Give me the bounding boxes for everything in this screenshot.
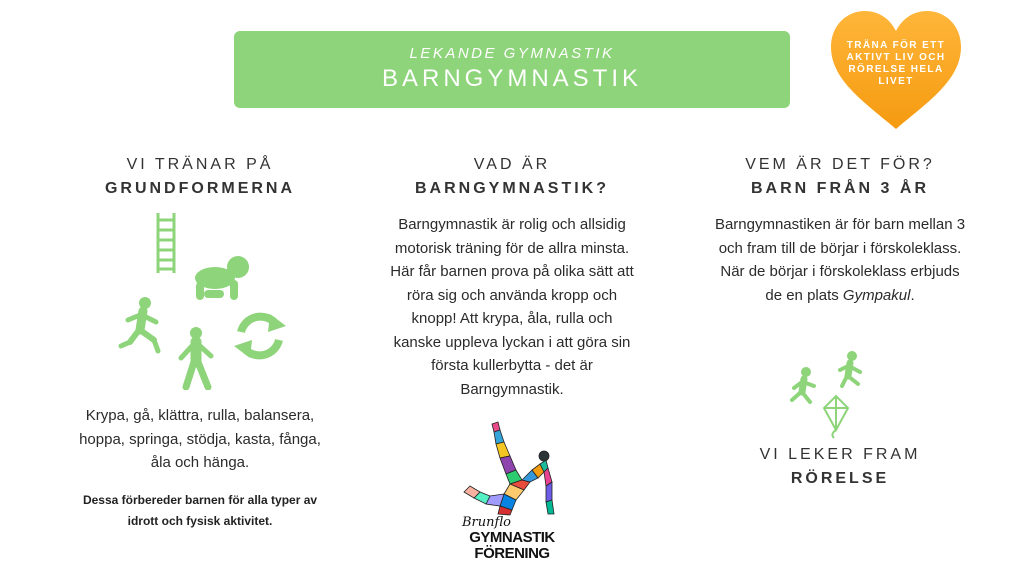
logo-line1: GYMNASTIK xyxy=(469,529,555,546)
left-heading xyxy=(60,156,340,198)
middle-body-line: Här får barnen prova på olika sätt att xyxy=(390,263,634,280)
roll-arrows-icon xyxy=(232,308,288,364)
middle-body-line: röra sig och använda kropp och xyxy=(406,286,618,304)
right-body-line4-prefix: de en plats xyxy=(765,286,843,304)
logo-script-text: Brunflo xyxy=(462,515,512,530)
left-note-line: Dessa förbereder barnen för alla typer av xyxy=(82,493,318,507)
kids-kite-icon xyxy=(786,350,868,440)
running-child-icon xyxy=(118,296,164,354)
banner-subtitle: LEKANDE GYMNASTIK xyxy=(409,45,615,62)
right-body-line: och fram till de börjar i förskoleklass. xyxy=(718,239,962,257)
right-heading-line2: BARN FRÅN 3 ÅR xyxy=(751,180,929,197)
heart-text-line: TRÄNA FÖR ETT xyxy=(846,40,946,51)
heart-text xyxy=(838,40,954,88)
right-body-line: När de börjar i förskoleklass erbjuds xyxy=(720,263,960,280)
ladder-icon xyxy=(154,212,178,274)
heart-text-line: AKTIVT LIV OCH xyxy=(846,52,946,63)
logo-line2: FÖRENING xyxy=(474,545,550,562)
gymnast-logo-icon xyxy=(460,420,564,516)
middle-body-line: Barngymnastik är rolig och allsidig xyxy=(398,216,626,233)
heart-text-line: RÖRELSE HELA xyxy=(848,64,944,75)
walking-person-icon xyxy=(176,326,218,390)
right-body-line4-suffix: . xyxy=(910,286,915,304)
middle-heading xyxy=(372,156,652,198)
right-body-line: Barngymnastiken är för barn mellan 3 xyxy=(714,216,966,233)
title-banner xyxy=(234,31,790,108)
right-footer-heading xyxy=(700,446,980,488)
right-body-line xyxy=(680,284,1000,308)
middle-body-line: kanske uppleva lyckan i att göra sin xyxy=(393,333,631,351)
left-note xyxy=(40,490,360,532)
middle-body-line: första kullerbytta - det är xyxy=(431,357,593,374)
left-body-line: Krypa, gå, klättra, rulla, balansera, xyxy=(85,407,315,424)
middle-body-line: motorisk träning för de allra minsta. xyxy=(394,239,630,257)
left-body-line: åla och hänga. xyxy=(150,454,250,471)
heart-text-line: LIVET xyxy=(878,76,914,87)
left-body-line: hoppa, springa, stödja, kasta, fånga, xyxy=(79,430,321,448)
banner-title: BARNGYMNASTIK xyxy=(381,65,643,92)
left-note-line: idrott och fysisk aktivitet. xyxy=(127,514,273,528)
right-body xyxy=(680,213,1000,307)
left-heading-line1: VI TRÄNAR PÅ xyxy=(126,156,274,173)
right-heading xyxy=(700,156,980,198)
right-footer-line2: RÖRELSE xyxy=(790,470,890,487)
left-body xyxy=(40,404,360,475)
middle-heading-line2: BARNGYMNASTIK? xyxy=(415,180,609,197)
left-heading-line2: GRUNDFORMERNA xyxy=(104,180,296,197)
middle-body-line: Barngymnastik. xyxy=(460,380,564,398)
right-heading-line1: VEM ÄR DET FÖR? xyxy=(745,156,935,173)
middle-heading-line1: VAD ÄR xyxy=(473,156,551,173)
middle-body xyxy=(362,213,662,401)
middle-body-line: knopp! Att krypa, åla, rulla och xyxy=(411,310,613,327)
right-footer-line1: VI LEKER FRAM xyxy=(759,446,921,463)
crawling-baby-icon xyxy=(190,254,254,302)
gympakul-text: Gympakul xyxy=(842,286,911,304)
club-logo-text xyxy=(452,516,572,562)
